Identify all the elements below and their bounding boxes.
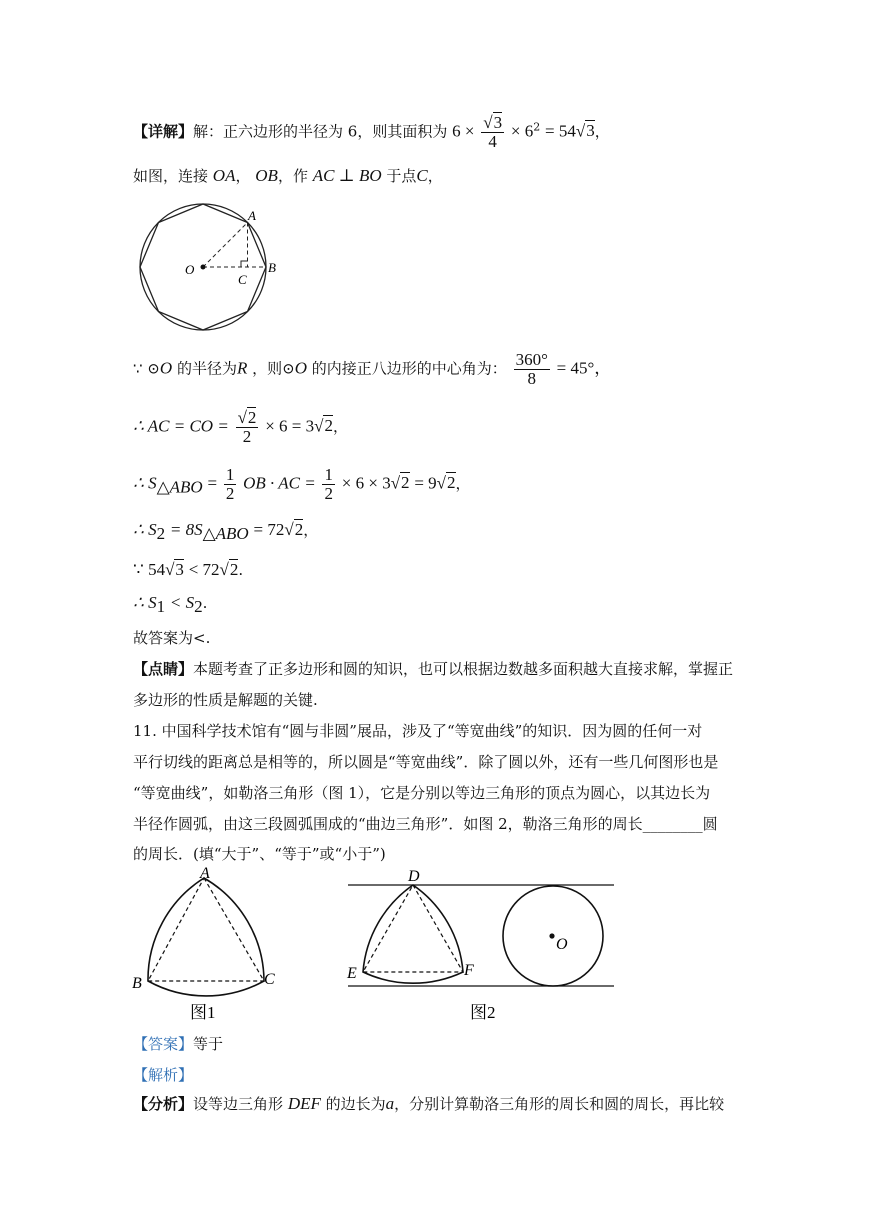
figure-1-reuleaux-triangle	[128, 866, 298, 1028]
analysis-sub-tag: 【分析】	[133, 1095, 194, 1113]
comment-tag: 【点睛】	[133, 660, 194, 678]
label-B: B	[268, 260, 276, 275]
answer-tag: 【答案】	[133, 1035, 194, 1053]
figure-2-width-comparison	[340, 866, 625, 1028]
solution-line-3: ∵ ⊙O 的半径为R ，则⊙O 的内接正八边形的中心角为： $\frac{360^\circ}{8}$ = 45°，	[133, 350, 612, 388]
solution-line-4: ∴ AC = CO = $\frac{√2}{2}$ × 6 = 3√2，	[133, 408, 348, 446]
inner-triangle	[148, 878, 264, 981]
question-11-line-4: 半径作圆弧，由这三段圆弧围成的“曲边三角形”．如图 2，勒洛三角形的周长________圆	[133, 815, 718, 833]
fig1-label-C: C	[264, 971, 275, 988]
fig1-label-A: A	[200, 866, 210, 882]
fig2-label-O: O	[556, 936, 568, 953]
fig2-label-F: F	[464, 962, 474, 979]
label-C: C	[238, 272, 247, 287]
center-o-dot	[549, 933, 554, 938]
octagon-figure	[135, 200, 285, 340]
answer-conclusion: 故答案为<.	[133, 629, 211, 647]
solution-line-6: ∴ $S_2 = 8S_{\triangle ABO} = 72√2$，	[133, 520, 319, 543]
question-11-line-1: 11. 中国科学技术馆有“圆与非圆”展品，涉及了“等宽曲线”的知识．因为圆的任何一对	[133, 722, 703, 740]
label-O: O	[185, 262, 195, 277]
fraction-sqrt3-over-4: $\frac{√3}{4}$	[483, 113, 503, 151]
solution-line-8: ∴ $S_1 < S_2$.	[133, 593, 208, 616]
fraction-360-over-8: $\frac{360^\circ}{8}$	[515, 350, 548, 388]
question-11-line-2: 平行切线的距离总是相等的，所以圆是“等宽曲线”．除了圆以外，还有一些几何图形也是	[133, 753, 719, 771]
comment-line-1: 【点睛】本题考查了正多边形和圆的知识，也可以根据边数越多面积越大直接求解，掌握正	[133, 660, 734, 678]
solution-line-5: ∴ $S_{\triangle ABO}$ = $\frac{1}{2}$ OB · AC = $\frac{1}{2}$ × 6 × 3√2 = 9√2，	[133, 465, 471, 503]
reuleaux-outline	[148, 878, 264, 996]
solution-line-2: 如图，连接 OA， OB，作 AC ⊥ BO 于点C，	[133, 166, 443, 185]
label-A: A	[248, 208, 256, 223]
reuleaux-outline-2	[363, 885, 463, 983]
fraction-sqrt2-over-2: $\frac{√2}{2}$	[237, 408, 257, 446]
analysis-tag: 【解析】	[133, 1066, 194, 1084]
inner-triangle-def	[363, 885, 463, 972]
question-11-line-3: “等宽曲线”，如勒洛三角形（图 1），它是分别以等边三角形的顶点为圆心，以其边长为	[133, 784, 711, 802]
solution-line-1: 【详解】解：正六边形的半径为 6，则其面积为 6 × $\frac{√3}{4}$ × $6^2 = 54√3$，	[133, 113, 610, 151]
fig2-caption: 图2	[470, 1003, 496, 1022]
analysis-line: 【分析】设等边三角形 DEF 的边长为a，分别计算勒洛三角形的周长和圆的周长，再比较	[133, 1094, 725, 1113]
fig1-caption: 图1	[190, 1003, 216, 1022]
fig2-label-D: D	[408, 868, 420, 885]
answer-line: 【答案】等于	[133, 1035, 224, 1053]
fig2-label-E: E	[347, 965, 357, 982]
comment-line-2: 多边形的性质是解题的关键.	[133, 691, 318, 709]
question-11-line-5: 的周长．(填“大于”、“等于”或“小于”)	[133, 845, 386, 863]
solution-line-7: ∵ 54√3 < 72√2.	[133, 560, 244, 579]
fig1-label-B: B	[132, 975, 142, 992]
detail-tag: 【详解】	[133, 122, 194, 141]
